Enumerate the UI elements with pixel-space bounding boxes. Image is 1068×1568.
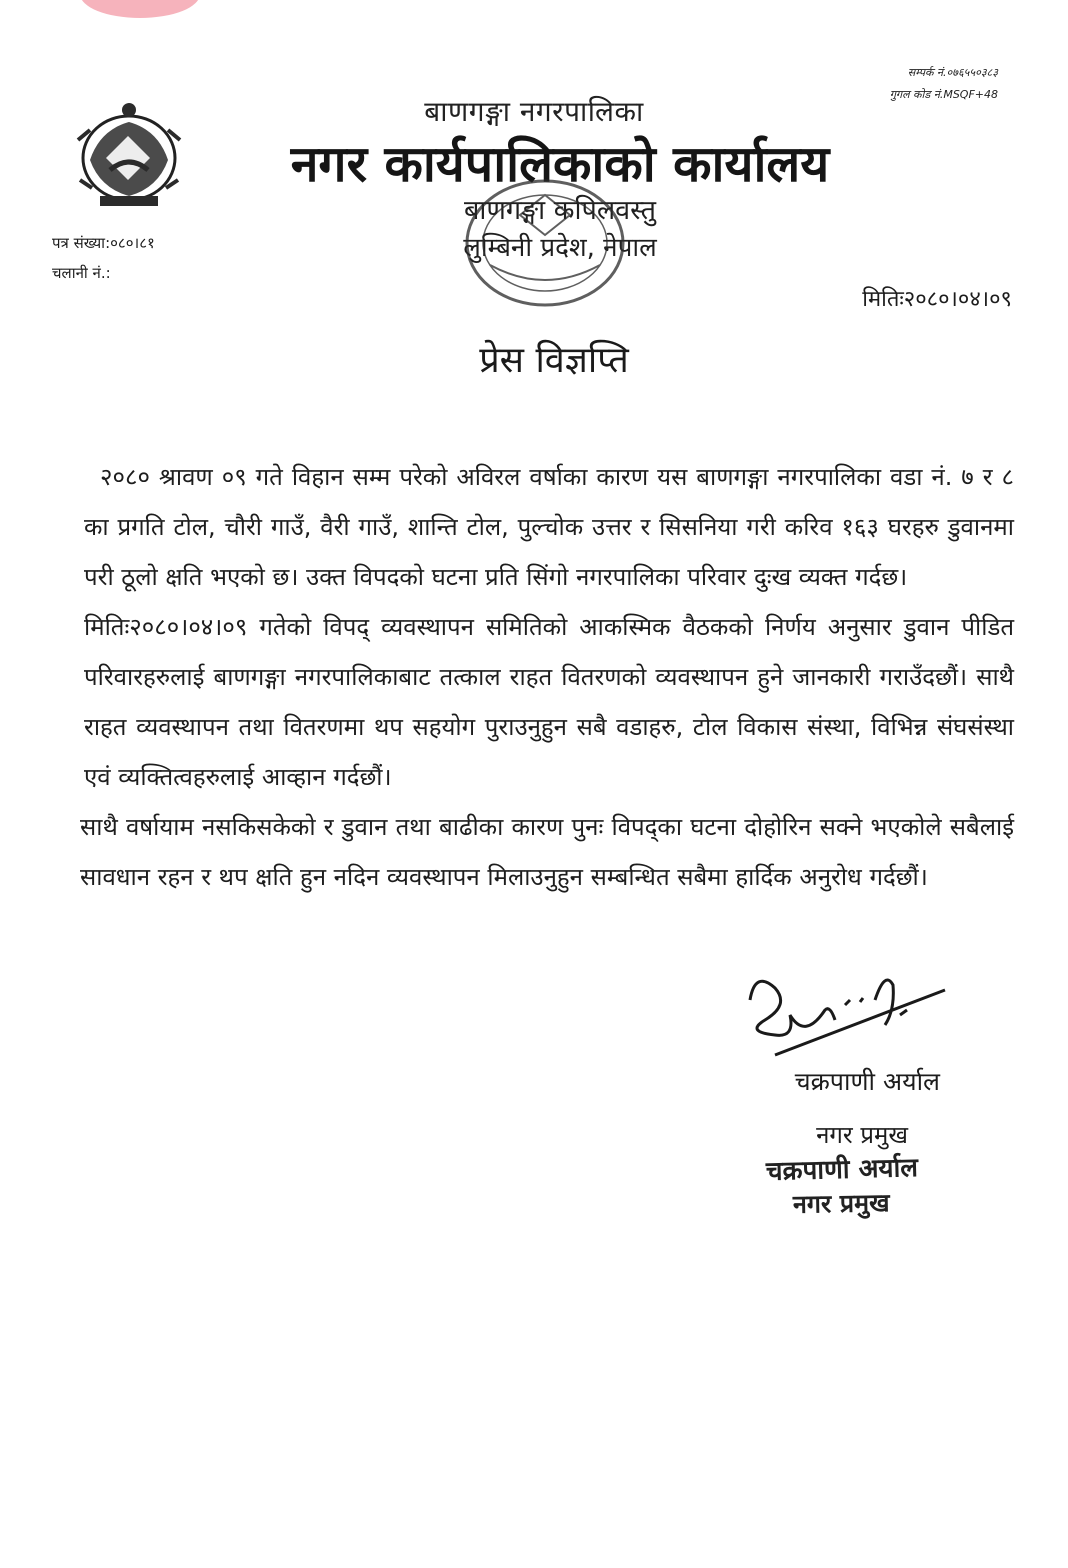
letter-meta bbox=[52, 228, 155, 288]
dispatch-number: चलानी नं.: bbox=[52, 264, 111, 282]
plus-code: गुगल कोड नं.MSQF+48 bbox=[889, 88, 998, 101]
office-stamp bbox=[450, 175, 640, 325]
contact-phone: सम्पर्क नं.०७६५५०३८३ bbox=[907, 66, 998, 79]
body-paragraph-3: साथै वर्षायाम नसकिसकेको र डुवान तथा बाढीका कारण पुनः विपद्का घटना दोहोरिन सक्ने भएकोले सबैलाई सावधान रहन र थप क्षति हुन नदिन व्यवस्थापन मिलाउनुहुन सम्बन्धित सबैमा हार्दिक अनुरोध गर्दछौं। bbox=[80, 813, 1014, 891]
handwritten-signature bbox=[735, 960, 955, 1070]
press-release-body bbox=[80, 452, 1014, 902]
body-paragraph-2: मितिः२०८०।०४।०९ गतेको विपद् व्यवस्थापन समितिको आकस्मिक वैठकको निर्णय अनुसार डुवान पीडित परिवारहरुलाई बाणगङ्गा नगरपालिकाबाट तत्काल राहत वितरणको व्यवस्थापन हुने जानकारी गराउँदछौं। साथै राहत व्यवस्थापन तथा वितरणमा थप सहयोग पुराउनुहुन सबै वडाहरु, टोल विकास संस्था, विभिन्न संघसंस्था एवं व्यक्तित्वहरुलाई आव्हान गर्दछौं। bbox=[84, 613, 1014, 791]
office-place: बाणगङ्गा कपिलवस्तु bbox=[463, 195, 657, 226]
seal-designation: नगर प्रमुख bbox=[793, 1188, 891, 1219]
municipality-name: बाणगङ्गा नगरपालिका bbox=[424, 95, 644, 128]
body-paragraph-1: २०८० श्रावण ०९ गते विहान सम्म परेको अविरल वर्षाका कारण यस बाणगङ्गा नगरपालिका वडा नं. ७ र ८ का प्रगति टोल, चौरी गाउँ, वैरी गाउँ, शान्ति टोल, पुल्चोक उत्तर र सिसनिया गरी करिव १६३ घरहरु डुवानमा परी ठूलो क्षति भएको छ। उक्त विपदको घटना प्रति सिंगो नगरपालिका परिवार दुःख व्यक्त गर्दछ। bbox=[84, 463, 1014, 591]
signer-designation: नगर प्रमुख bbox=[816, 1121, 908, 1149]
signer-name: चक्रपाणी अर्याल bbox=[794, 1067, 940, 1096]
office-name: नगर कार्यपालिकाको कार्यालय bbox=[290, 135, 830, 193]
office-province: लुम्बिनी प्रदेश, नेपाल bbox=[463, 233, 657, 263]
corner-smudge bbox=[80, 0, 200, 18]
letter-date: मितिः२०८०।०४।०९ bbox=[862, 287, 1012, 312]
document-title: प्रेस विज्ञप्ति bbox=[479, 340, 629, 381]
letter-number: पत्र संख्या:०८०।८१ bbox=[52, 234, 155, 252]
seal-name: चक्रपाणी अर्याल bbox=[765, 1153, 919, 1187]
